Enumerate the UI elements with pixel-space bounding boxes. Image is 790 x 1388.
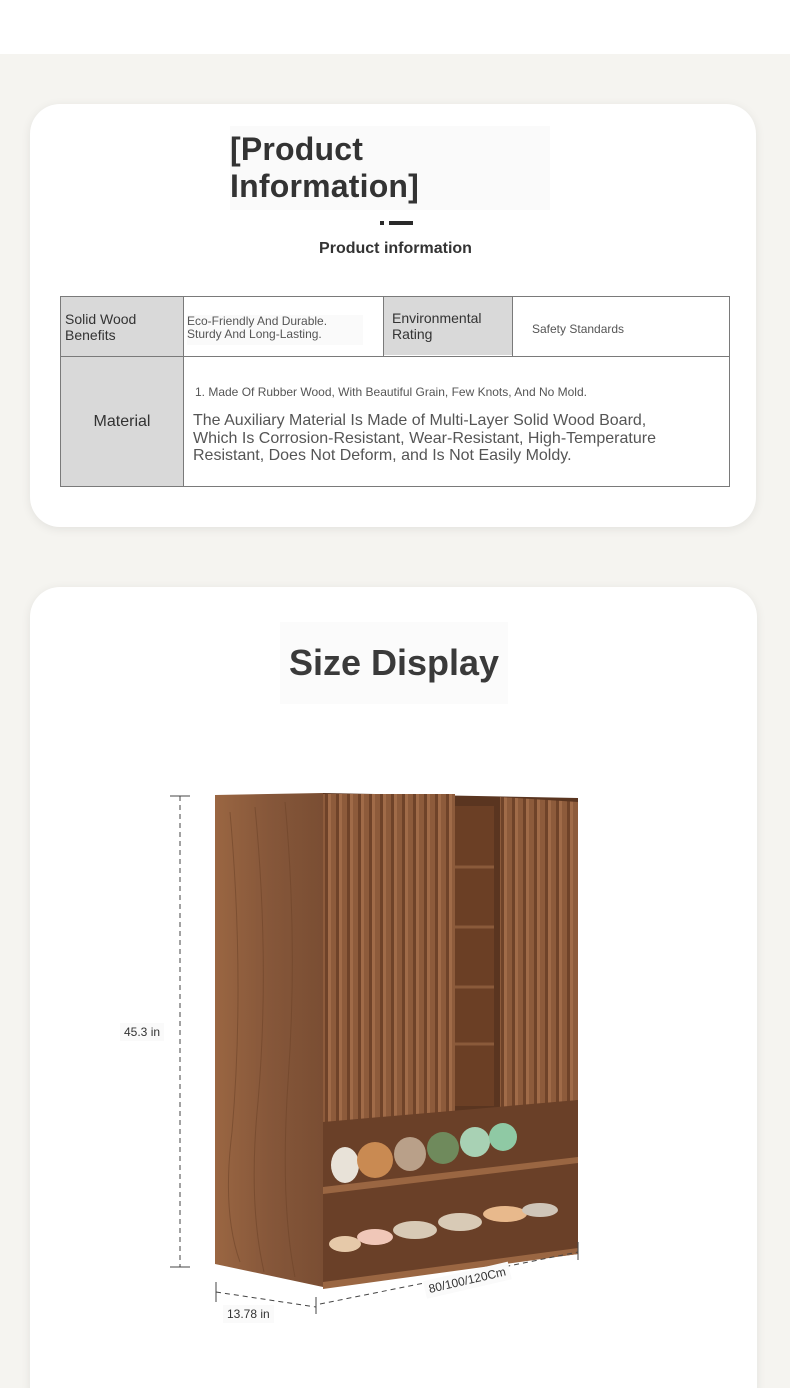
size-display-card (30, 587, 757, 1388)
size-display-title: Size Display (280, 622, 508, 704)
title-divider-mark (380, 221, 414, 225)
product-info-card (30, 104, 756, 527)
top-strip (0, 0, 790, 54)
width-dimension-label: 80/100/120Cm (423, 1262, 512, 1299)
environmental-rating-cell (384, 297, 513, 357)
material-label: Material (61, 357, 184, 486)
product-info-subtitle: Product information (319, 240, 472, 257)
solid-wood-benefits-label: Solid Wood Benefits (61, 297, 184, 357)
solid-wood-benefit-2: Sturdy And Long-Lasting. (187, 327, 322, 341)
spec-table (60, 296, 730, 487)
material-line-1: 1. Made Of Rubber Wood, With Beautiful Grain, Few Knots, And No Mold. (195, 385, 587, 399)
solid-wood-benefit-1: Eco-Friendly And Durable. (187, 314, 328, 328)
environmental-rating-value: Safety Standards (532, 322, 625, 336)
shoe-cabinet-illustration (160, 782, 630, 1342)
product-info-title: [Product Information] (230, 126, 550, 210)
environmental-rating-label: Environmental Rating (384, 297, 512, 355)
material-value-cell (184, 357, 729, 486)
depth-dimension-label: 13.78 in (223, 1305, 274, 1323)
height-dimension-label: 45.3 in (120, 1023, 164, 1041)
solid-wood-benefits-value (184, 297, 384, 357)
material-line-2: The Auxiliary Material Is Made of Multi-Layer Solid Wood Board, Which Is Corrosion-Resistant, Wear-Resistant, High-Temperature Resistant, Does Not Deform, and Is Not Easily Moldy. (193, 412, 656, 464)
environmental-rating-value-cell (513, 297, 729, 357)
